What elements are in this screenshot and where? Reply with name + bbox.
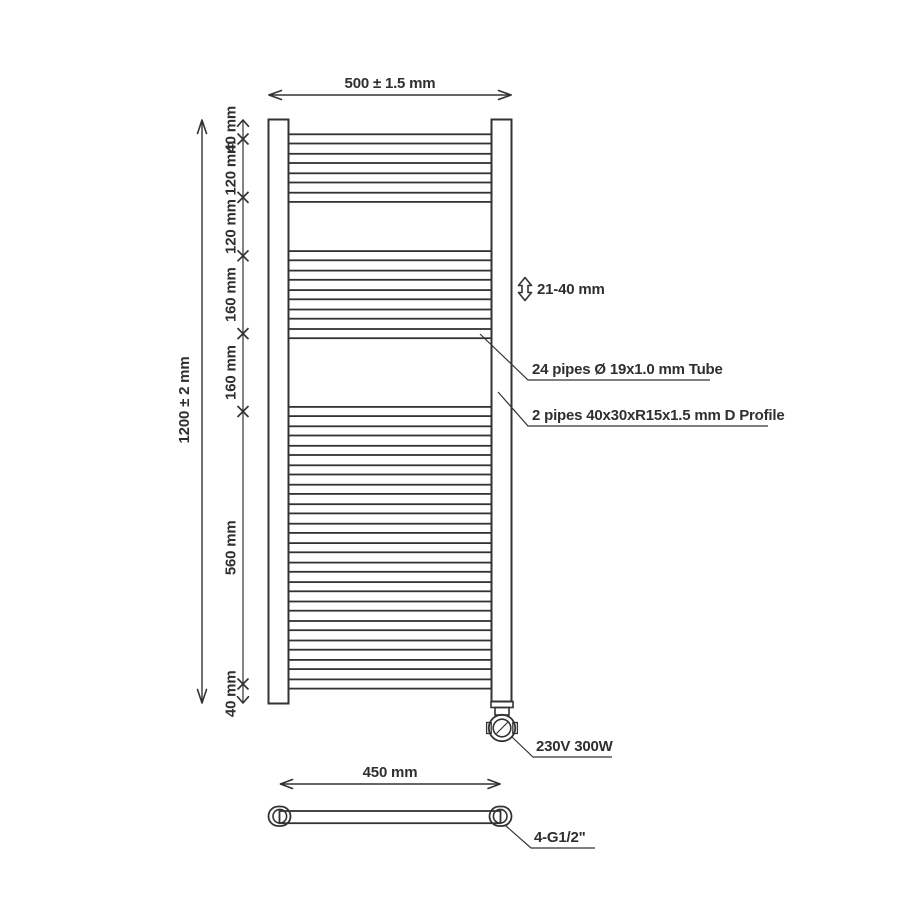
bottom-view bbox=[269, 764, 596, 848]
pipe bbox=[289, 543, 492, 552]
crossbar bbox=[269, 807, 512, 827]
chain-segment-label: 40 mm bbox=[222, 670, 240, 718]
left-rail bbox=[269, 120, 289, 704]
pipe bbox=[289, 602, 492, 611]
dim-height-label: 1200 ± 2 mm bbox=[176, 356, 193, 444]
pipes bbox=[289, 134, 492, 688]
front-view bbox=[176, 75, 785, 757]
tubes-label: 24 pipes Ø 19x1.0 mm Tube bbox=[532, 361, 723, 378]
element-neck bbox=[495, 708, 509, 716]
pipe bbox=[289, 485, 492, 494]
right-rail bbox=[492, 120, 512, 702]
wall-distance-annotation bbox=[519, 278, 605, 301]
chain-segment-label: 120 mm bbox=[222, 140, 240, 196]
tubes-annotation bbox=[480, 334, 723, 380]
pipe bbox=[289, 465, 492, 474]
dim-width-label: 500 ± 1.5 mm bbox=[344, 75, 436, 92]
power-annotation bbox=[512, 737, 614, 757]
pipe bbox=[289, 251, 492, 260]
profiles-label: 2 pipes 40x30xR15x1.5 mm D Profile bbox=[532, 407, 785, 424]
pipe bbox=[289, 407, 492, 416]
pipe bbox=[289, 582, 492, 591]
pipe bbox=[289, 154, 492, 163]
pipe bbox=[289, 426, 492, 435]
pipe bbox=[289, 134, 492, 143]
pipe bbox=[289, 310, 492, 319]
heating-element bbox=[487, 702, 518, 742]
dim-width-bottom bbox=[280, 764, 501, 789]
pipe bbox=[289, 504, 492, 513]
pipe bbox=[289, 641, 492, 650]
dim-width-top bbox=[269, 75, 512, 100]
pipe bbox=[289, 621, 492, 630]
pipe bbox=[289, 173, 492, 182]
dim-chain bbox=[223, 106, 249, 717]
chain-segment-label: 160 mm bbox=[222, 345, 240, 400]
double-arrow-vertical-icon bbox=[519, 278, 532, 301]
dim-450-label: 450 mm bbox=[362, 764, 418, 781]
chain-segment-label: 560 mm bbox=[222, 520, 240, 576]
pipe bbox=[289, 563, 492, 572]
wall-distance-label: 21-40 mm bbox=[537, 281, 605, 298]
crossbar-body bbox=[280, 811, 501, 823]
pipe bbox=[289, 193, 492, 202]
pipe bbox=[289, 679, 492, 688]
profiles-annotation bbox=[498, 392, 785, 426]
pipe bbox=[289, 660, 492, 669]
connections-label: 4-G1/2" bbox=[534, 829, 586, 846]
power-label: 230V 300W bbox=[536, 738, 613, 755]
dim-height-overall bbox=[176, 120, 207, 703]
pipe bbox=[289, 290, 492, 299]
pipe bbox=[289, 329, 492, 338]
chain-segment-label: 160 mm bbox=[222, 267, 240, 323]
chain-segment-label: 40 mm bbox=[222, 105, 240, 153]
connections-annotation bbox=[506, 826, 595, 848]
element-slash bbox=[497, 722, 509, 734]
pipe bbox=[289, 524, 492, 533]
chain-segment-label: 120 mm bbox=[222, 199, 240, 254]
pipe bbox=[289, 271, 492, 280]
pipe bbox=[289, 446, 492, 455]
